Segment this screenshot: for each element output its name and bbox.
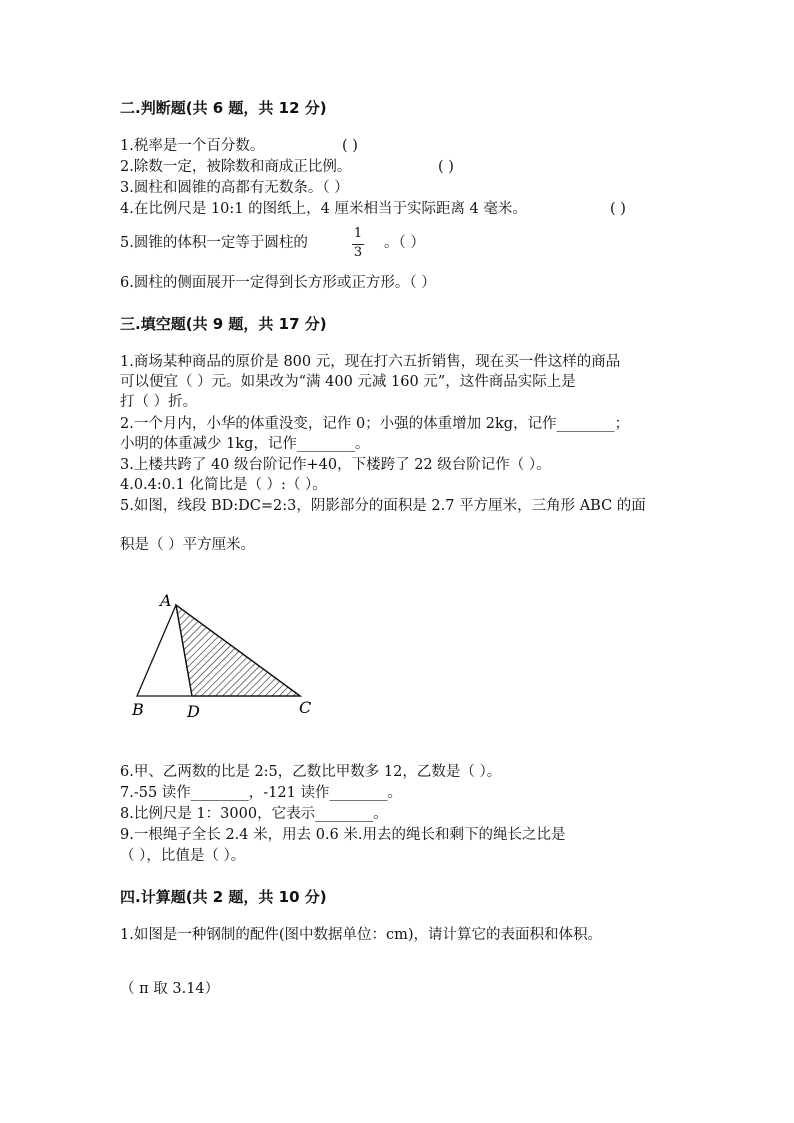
judge-q2-answer-paren: ( ) xyxy=(438,159,454,175)
fill-q1-line2: 可以便宜（ ）元。如果改为“满 400 元减 160 元”，这件商品实际上是 xyxy=(120,374,576,390)
label-a: A xyxy=(160,591,172,610)
fill-q7: 7.-55 读作________，-121 读作________。 xyxy=(120,785,402,801)
triangle-abc-figure xyxy=(125,588,325,723)
label-c: C xyxy=(299,698,312,717)
fill-q6: 6.甲、乙两数的比是 2:5，乙数比甲数多 12，乙数是（ ）。 xyxy=(120,764,502,780)
fill-q4: 4.0.4:0.1 化简比是（ ）:（ ）。 xyxy=(120,477,327,493)
judge-q2: 2.除数一定，被除数和商成正比例。 xyxy=(120,159,352,175)
fill-q9-line1: 9.一根绳子全长 2.4 米，用去 0.6 米.用去的绳长和剩下的绳长之比是 xyxy=(120,827,566,843)
fill-q5-line2: 积是（ ）平方厘米。 xyxy=(120,537,256,553)
label-d: D xyxy=(187,702,200,721)
section-2-heading: 二.判断题(共 6 题，共 12 分) xyxy=(120,99,327,117)
judge-q1-answer-paren: ( ) xyxy=(342,138,358,154)
judge-q6: 6.圆柱的侧面展开一定得到长方形或正方形。（ ） xyxy=(120,275,436,291)
section-3-heading: 三.填空题(共 9 题，共 17 分) xyxy=(120,315,327,333)
fill-q1-line1: 1.商场某种商品的原价是 800 元，现在打六五折销售，现在买一件这样的商品 xyxy=(120,354,621,370)
fill-q5-line1: 5.如图，线段 BD:DC=2:3，阴影部分的面积是 2.7 平方厘米，三角形 ABC 的面 xyxy=(120,498,646,514)
fill-q9-line2: （ ），比值是（ ）。 xyxy=(120,848,246,864)
judge-q4-answer-paren: ( ) xyxy=(610,201,626,217)
fraction-numerator: 1 xyxy=(353,226,363,241)
section-4-heading: 四.计算题(共 2 题，共 10 分) xyxy=(120,888,327,906)
calc-pi-note: （ π 取 3.14） xyxy=(120,981,220,997)
calc-q1: 1.如图是一种钢制的配件(图中数据单位：cm)，请计算它的表面积和体积。 xyxy=(120,927,603,943)
judge-q5-text: 5.圆锥的体积一定等于圆柱的 xyxy=(120,235,308,251)
judge-q5-answer-paren: 。（ ） xyxy=(384,235,425,251)
fill-q3: 3.上楼共跨了 40 级台阶记作+40，下楼跨了 22 级台阶记作（ ）。 xyxy=(120,457,551,473)
judge-q1: 1.税率是一个百分数。 xyxy=(120,138,265,154)
judge-q4: 4.在比例尺是 10:1 的图纸上，4 厘米相当于实际距离 4 毫米。 xyxy=(120,201,527,217)
fraction-denominator: 3 xyxy=(353,245,363,260)
fill-q8: 8.比例尺是 1：3000，它表示________。 xyxy=(120,806,388,822)
judge-q3: 3.圆柱和圆锥的高都有无数条。（ ） xyxy=(120,180,349,196)
fill-q1-line3: 打（ ）折。 xyxy=(120,394,198,410)
fill-q2-line1: 2.一个月内，小华的体重没变，记作 0；小强的体重增加 2kg，记作________； xyxy=(120,416,630,432)
label-b: B xyxy=(132,700,144,719)
fill-q2-line2: 小明的体重减少 1kg，记作________。 xyxy=(120,436,370,452)
